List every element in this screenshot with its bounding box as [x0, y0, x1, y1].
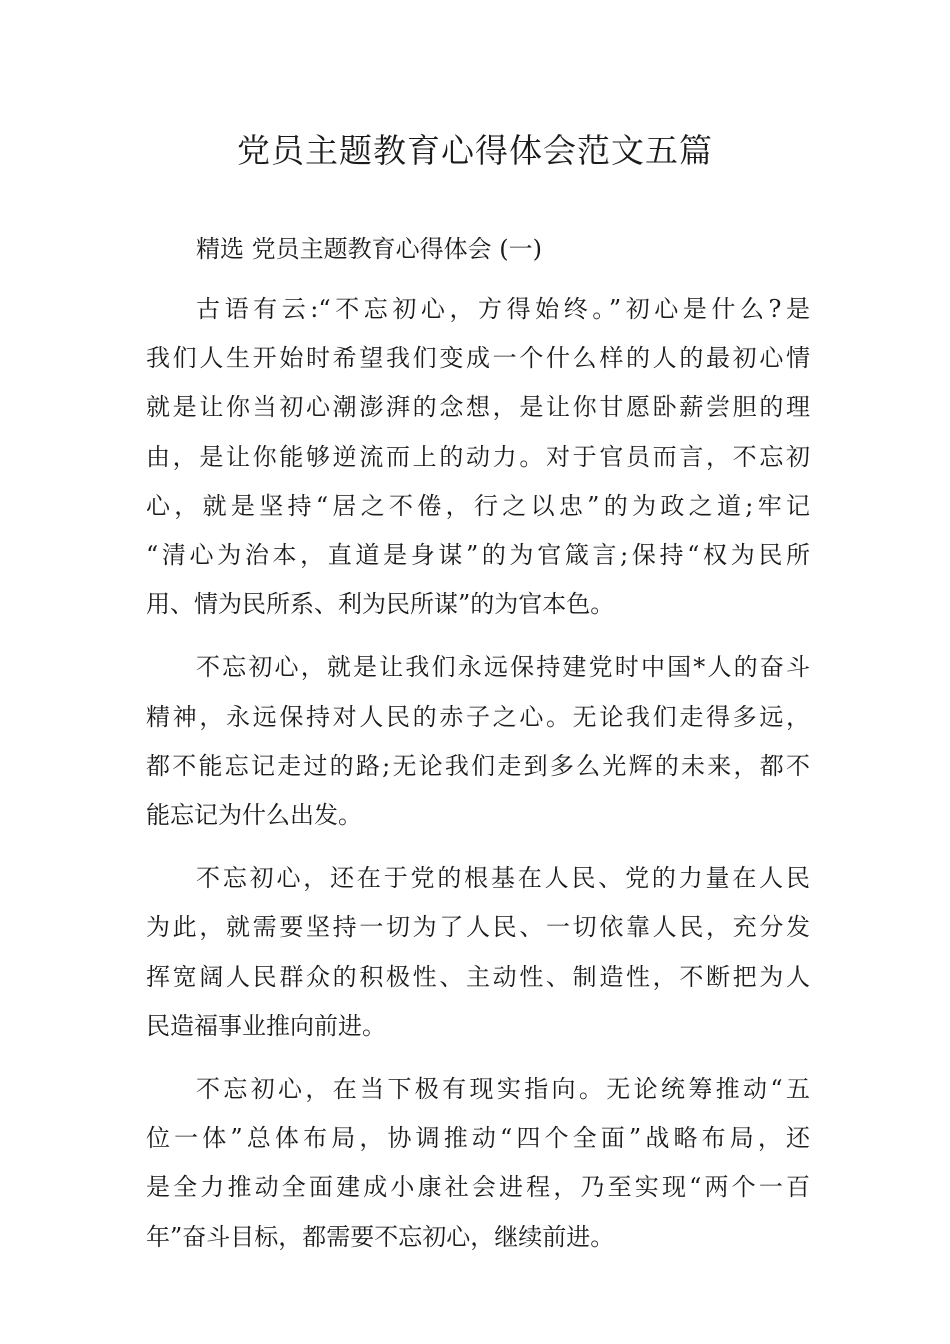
text-line: 由，是让你能够逆流而上的动力。对于官员而言，不忘初: [146, 442, 810, 471]
paragraph-1: [146, 285, 810, 629]
text-line: 我们人生开始时希望我们变成一个什么样的人的最初心情: [146, 344, 810, 373]
text-line: 就是让你当初心潮澎湃的念想，是让你甘愿卧薪尝胆的理: [146, 393, 810, 422]
paragraph-2: [146, 643, 810, 840]
text-line: 用、情为民所系、利为民所谋”的为官本色。: [146, 590, 615, 619]
paragraph-4: [146, 1065, 810, 1262]
document-body: [146, 225, 810, 1262]
section-subtitle: 精选 党员主题教育心得体会 (一): [196, 235, 542, 263]
text-line: 精神，永远保持对人民的赤子之心。无论我们走得多远，: [146, 702, 810, 731]
document-title: 党员主题教育心得体会范文五篇: [237, 131, 713, 170]
paragraph-3: [146, 854, 810, 1051]
text-line: 位一体”总体布局，协调推动“四个全面”战略布局，还: [146, 1124, 810, 1153]
text-line: 不忘初心，还在于党的根基在人民、党的力量在人民: [196, 864, 810, 893]
text-line: 都不能忘记走过的路;无论我们走到多么光辉的未来，都不: [146, 751, 810, 780]
text-line: 是全力推动全面建成小康社会进程，乃至实现“两个一百: [146, 1173, 810, 1202]
text-line: 古语有云:“不忘初心，方得始终。”初心是什么?是: [196, 295, 810, 323]
text-line: 心，就是坚持“居之不倦，行之以忠”的为政之道;牢记: [146, 491, 810, 520]
text-line: 年”奋斗目标，都需要不忘初心，继续前进。: [146, 1222, 615, 1251]
text-line: 不忘初心，就是让我们永远保持建党时中国*人的奋斗: [196, 653, 810, 682]
text-line: 为此，就需要坚持一切为了人民、一切依靠人民，充分发: [146, 913, 810, 942]
text-line: 不忘初心，在当下极有现实指向。无论统筹推动“五: [196, 1075, 810, 1104]
text-line: “清心为治本，直道是身谋”的为官箴言;保持“权为民所: [146, 541, 810, 570]
text-line: 能忘记为什么出发。: [146, 801, 362, 830]
text-line: 挥宽阔人民群众的积极性、主动性、制造性，不断把为人: [146, 962, 810, 991]
text-line: 民造福事业推向前进。: [146, 1011, 386, 1040]
